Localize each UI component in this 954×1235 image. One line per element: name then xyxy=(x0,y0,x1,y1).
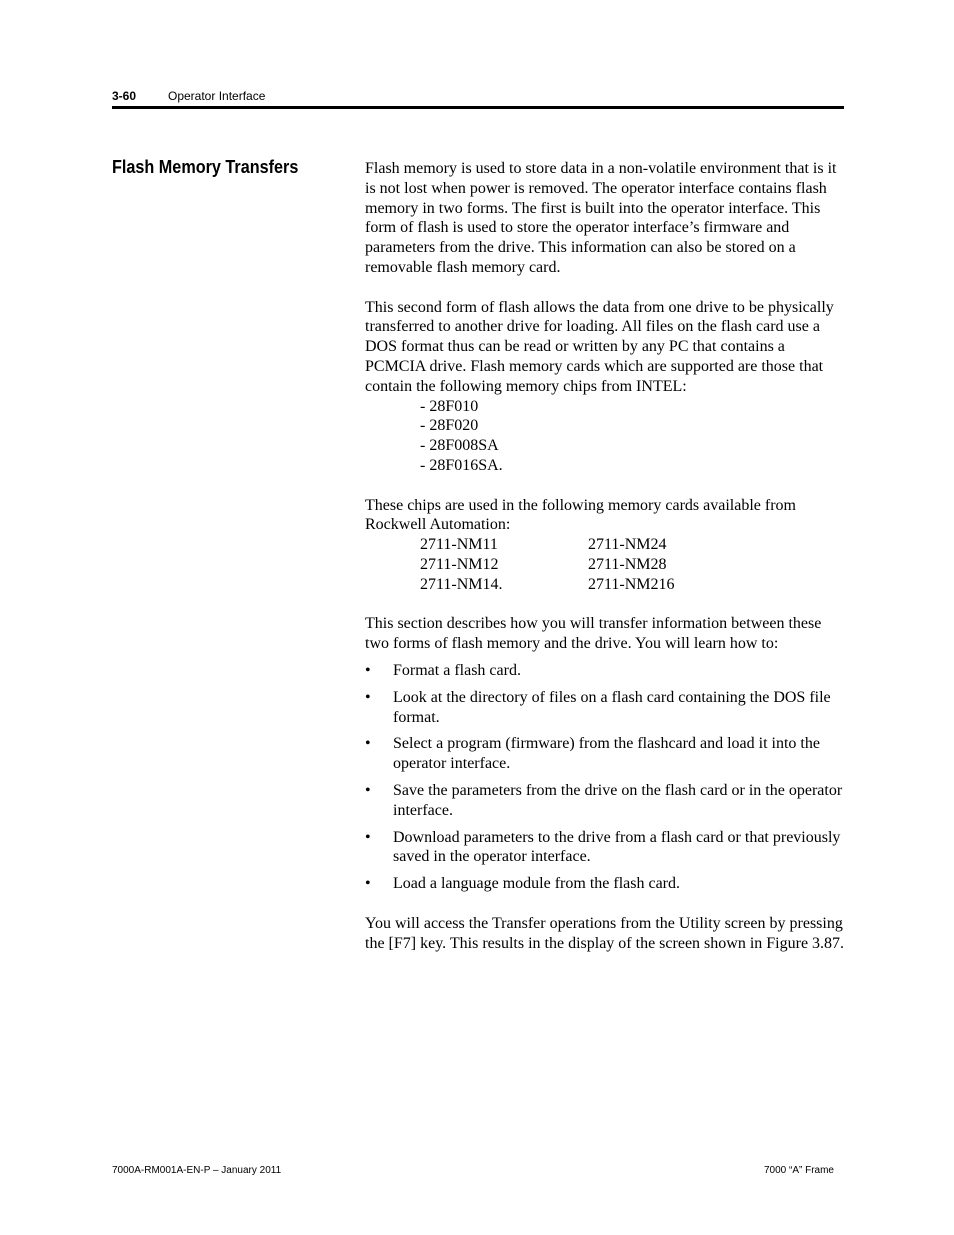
bullet-icon: • xyxy=(365,661,371,679)
page-number: 3-60 xyxy=(112,89,137,103)
bullet-icon: • xyxy=(365,688,371,706)
bullet-icon: • xyxy=(365,875,371,893)
task-item: • Load a language module from the flash card. xyxy=(365,875,680,893)
chip-list xyxy=(365,397,845,476)
paragraph-second-form: This second form of flash allows the data from one drive to be physically transferred to another drive for loading. All files on the flash card use a DOS format thus can be read or written by any PC that contains a PCMCIA drive. Flash memory cards which are supported are those that contain the following memory chips from INTEL: xyxy=(365,298,834,395)
chapter-title: Operator Interface xyxy=(168,89,266,103)
bullet-icon: • xyxy=(365,828,371,846)
bullet-icon: • xyxy=(365,735,371,753)
chip-item: - 28F016SA. xyxy=(420,456,503,474)
card-item: 2711-NM28 xyxy=(588,555,667,573)
card-item: 2711-NM11 xyxy=(420,536,498,554)
card-item: 2711-NM14. xyxy=(420,575,503,593)
paragraph-cards: These chips are used in the following memory cards available from Rockwell Automation: xyxy=(365,496,796,534)
chip-item: - 28F008SA xyxy=(420,437,499,455)
footer-product: 7000 “A” Frame xyxy=(763,1165,834,1176)
bullet-icon: • xyxy=(365,781,371,799)
task-item: • Save the parameters from the drive on the flash card or in the operator interface. xyxy=(365,781,843,819)
task-item: • Download parameters to the drive from a flash card or that previously saved in the operator interface. xyxy=(365,828,841,866)
chip-item: - 28F010 xyxy=(420,397,479,415)
card-list xyxy=(420,535,845,594)
paragraph-section-intro: This section describes how you will transfer information between these two forms of flash memory and the drive. You will learn how to: xyxy=(365,615,822,653)
page-header xyxy=(112,88,844,104)
header-rule xyxy=(112,106,844,109)
card-item: 2711-NM216 xyxy=(588,575,675,593)
paragraph-access: You will access the Transfer operations from the Utility screen by pressing the [F7] key. This results in the display of the screen shown in Figure 3.87. xyxy=(365,914,845,952)
task-item: • Select a program (firmware) from the flashcard and load it into the operator interface. xyxy=(365,735,820,773)
task-item: • Look at the directory of files on a flash card containing the DOS file format. xyxy=(365,688,831,726)
chip-item: - 28F020 xyxy=(420,417,479,435)
task-item: • Format a flash card. xyxy=(365,661,521,679)
card-item: 2711-NM12 xyxy=(420,555,499,573)
body-text xyxy=(365,159,845,953)
section-title: Flash Memory Transfers xyxy=(112,157,299,177)
card-item: 2711-NM24 xyxy=(588,536,667,554)
task-list xyxy=(365,661,845,894)
footer-publication: 7000A-RM001A-EN-P – January 2011 xyxy=(112,1165,282,1176)
paragraph-intro: Flash memory is used to store data in a non-volatile environment that is it is not lost when power is removed. The operator interface contains flash memory in two forms. The first is built into the operator interface. This form of flash is used to store the operator interface’s firmware and parameters from the drive. This information can also be stored on a removable flash memory card. xyxy=(365,160,837,276)
